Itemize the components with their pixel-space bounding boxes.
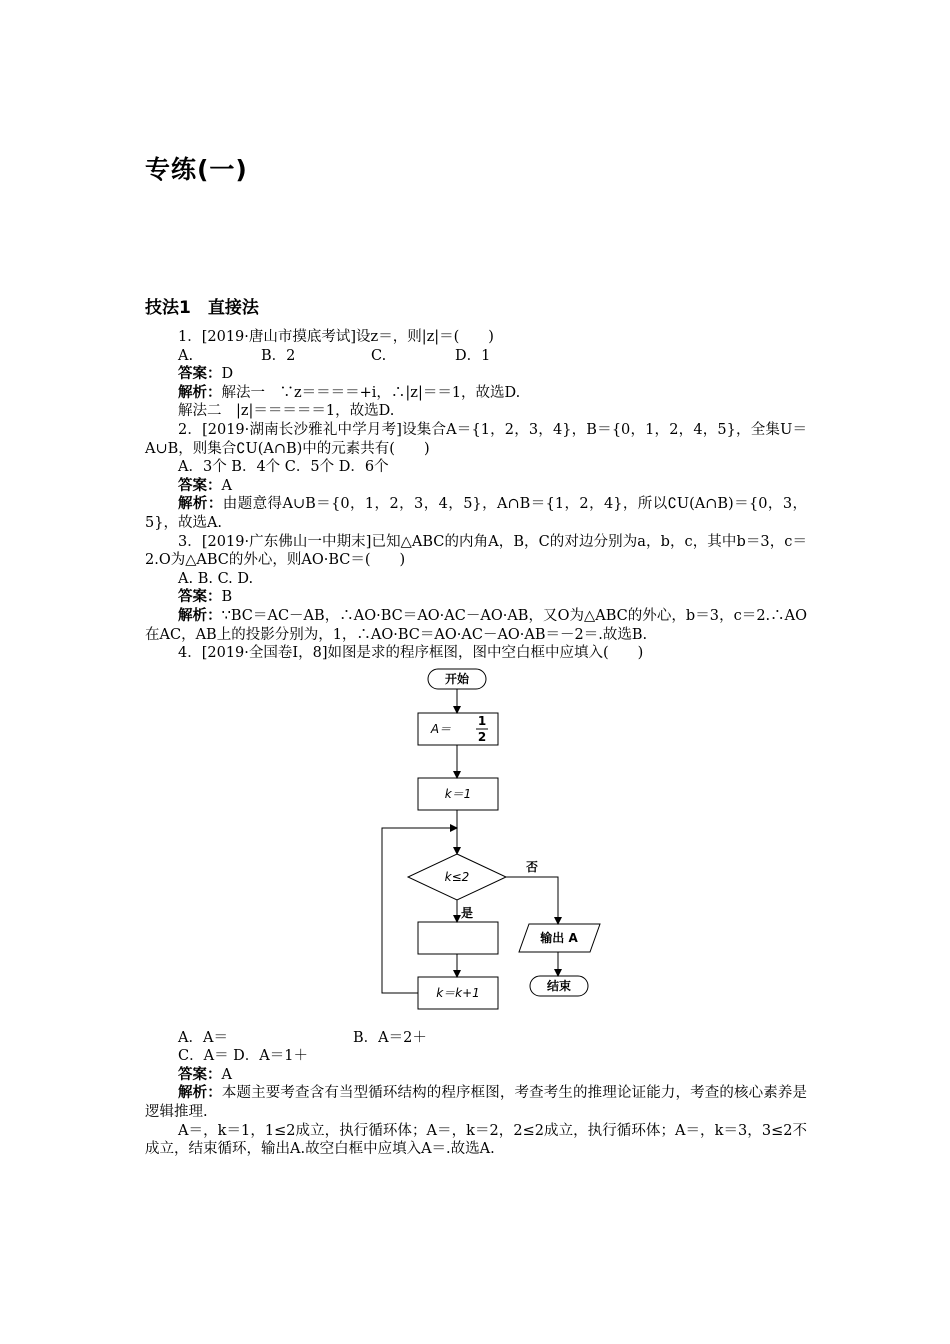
flowchart-assign-denominator: 2 [477, 729, 487, 744]
program-flowchart [145, 667, 807, 1029]
q3-analysis [145, 607, 807, 644]
arrow-loop-back [382, 828, 457, 993]
q1-analysis [145, 384, 807, 403]
q2-answer [145, 477, 807, 496]
q1-analysis-method2: 解法二 |z|＝＝＝＝＝1，故选D. [178, 403, 395, 420]
q4-options-cd: C．A＝ D．A＝1＋ [178, 1048, 308, 1065]
q3-stem: 3．[2019·广东佛山一中期末]已知△ABC的内角A，B，C的对边分别为a，b，c，其中b＝3，c＝2.O为△ABC的外心，则AO·BC＝( ) [145, 533, 807, 569]
flowchart-condition-label: k≤2 [444, 869, 470, 884]
flowchart-blank-box [418, 922, 498, 954]
q4-stem: 4．[2019·全国卷Ⅰ，8]如图是求的程序框图，图中空白框中应填入( ) [178, 645, 644, 662]
q4-option-b: B．A＝2＋ [353, 1029, 427, 1046]
q1-analysis-label: 解析： [178, 384, 222, 401]
flowchart-output-label: 输出 A [540, 930, 578, 945]
q2-options: A．3个 B．4个 C．5个 D．6个 [178, 459, 389, 476]
page-title: 专练(一) [145, 155, 248, 184]
arrow-condition-no [506, 877, 558, 924]
q1-stem: 1．[2019·唐山市摸底考试]设z＝，则|z|＝( ) [178, 329, 494, 345]
q3-analysis-text: ∵BC＝AC－AB，∴AO·BC＝AO·AC－AO·AB，又O为△ABC的外心，b＝3，c＝2.∴AO在AC，AB上的投影分别为，1，∴AO·BC＝AO·AC－AO·AB＝－2＝.故选B. [145, 607, 808, 643]
q1-answer [145, 365, 807, 384]
q3-answer [145, 588, 807, 607]
q1-answer-value: D [221, 366, 234, 383]
q4-answer-label: 答案： [178, 1066, 222, 1083]
flowchart-assign-lhs: A＝ [430, 721, 452, 736]
q4-answer [145, 1066, 807, 1085]
q1-option-d: D．1 [455, 347, 491, 364]
flowchart-assign-numerator: 1 [477, 713, 487, 728]
q2-answer-value: A [221, 477, 232, 494]
flowchart-increment-label: k＝k+1 [436, 985, 480, 1000]
flowchart-yes-label: 是 [460, 905, 474, 920]
q4-analysis-label: 解析： [178, 1085, 222, 1102]
q1-option-a: A. [178, 347, 194, 364]
question-list [145, 328, 807, 1159]
q3-answer-label: 答案： [178, 589, 222, 606]
flowchart-init-label: k＝1 [444, 786, 472, 801]
q1-answer-label: 答案： [178, 366, 222, 383]
q1-option-b: B．2 [261, 347, 296, 364]
q4-options-ab [145, 1029, 807, 1048]
flowchart-end-label: 结束 [546, 978, 572, 993]
q2-analysis-text: 由题意得A∪B＝{0，1，2，3，4，5}，A∩B＝{1，2，4}，所以∁U(A∩B)＝{0，3，5}，故选A. [145, 496, 807, 531]
flowchart-svg [370, 667, 750, 1029]
q4-option-a: A．A＝ [178, 1029, 228, 1046]
q2-analysis-label: 解析： [178, 496, 223, 513]
q3-options: A. B. C. D. [178, 570, 254, 587]
section-title: 技法1 直接法 [145, 298, 259, 318]
q4-analysis-text: 本题主要考查含有当型循环结构的程序框图，考查考生的推理论证能力，考查的核心素养是逻辑推理. [145, 1085, 808, 1121]
q4-analysis-steps: A＝，k＝1，1≤2成立，执行循环体；A＝，k＝2，2≤2成立，执行循环体；A＝，k＝3，3≤2不成立，结束循环，输出A.故空白框中应填入A＝.故选A. [145, 1122, 807, 1158]
q2-stem: 2．[2019·湖南长沙雅礼中学月考]设集合A＝{1，2，3，4}，B＝{0，1，2，4，5}，全集U＝A∪B，则集合∁U(A∩B)中的元素共有( ) [145, 421, 807, 457]
q1-options [145, 347, 807, 366]
flowchart-start-label: 开始 [444, 671, 470, 686]
q2-answer-label: 答案： [178, 477, 222, 494]
q3-analysis-label: 解析： [178, 607, 222, 624]
q4-answer-value: A [221, 1066, 232, 1083]
q4-analysis [145, 1084, 807, 1121]
q3-answer-value: B [221, 589, 233, 606]
q1-analysis-text: 解法一 ∵z＝＝＝＝+i，∴|z|＝＝1，故选D. [221, 384, 521, 401]
q2-analysis [145, 495, 807, 532]
flowchart-no-label: 否 [525, 859, 539, 874]
q1-option-c: C. [371, 347, 387, 364]
